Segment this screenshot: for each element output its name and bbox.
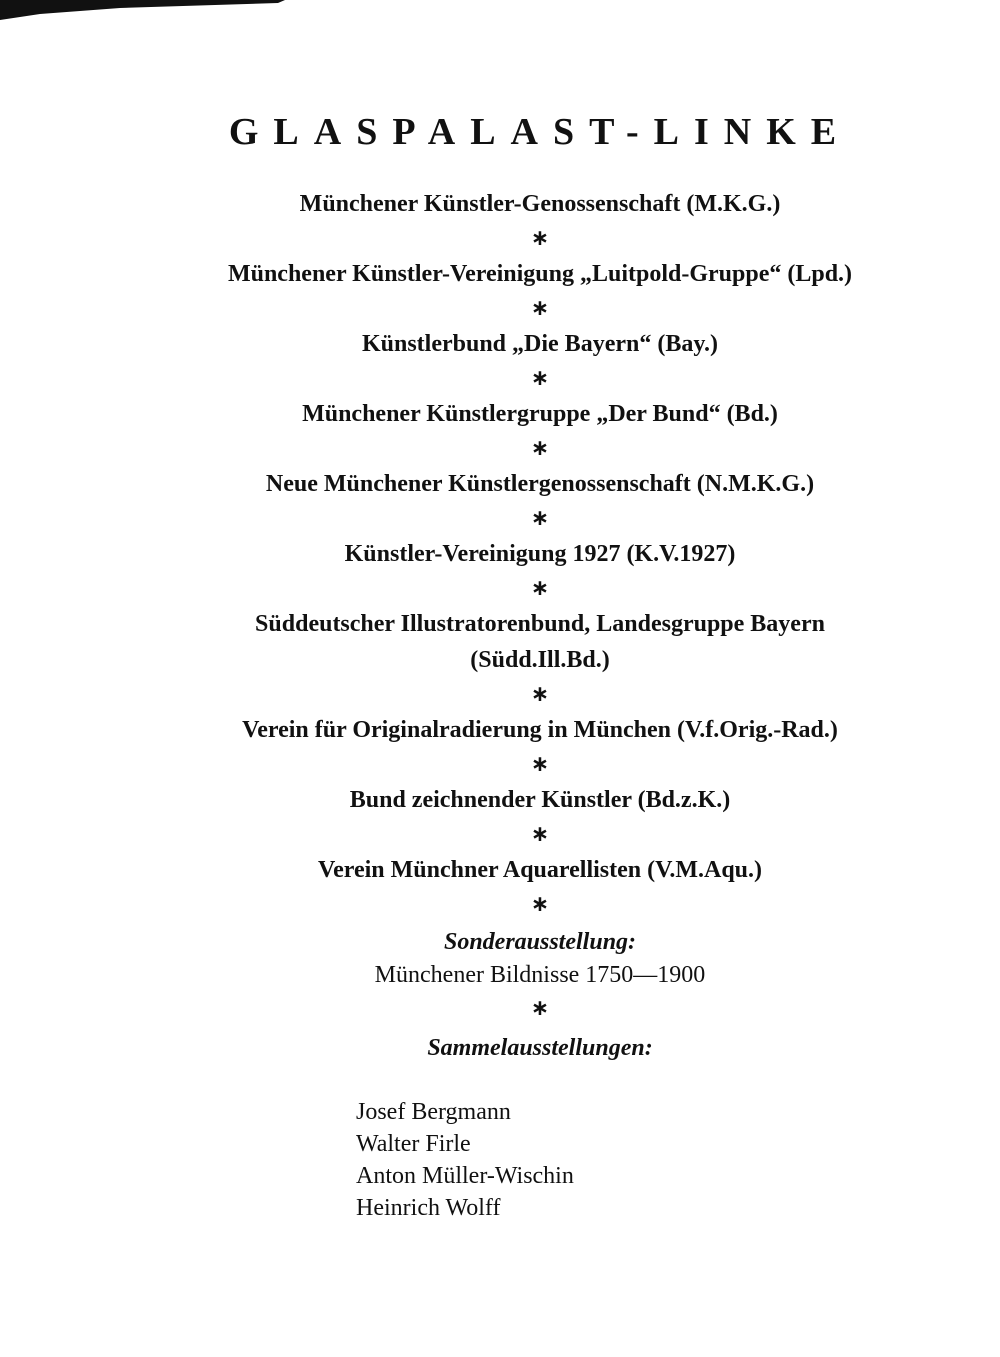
star-separator: ∗ bbox=[530, 752, 550, 777]
group-list bbox=[0, 186, 1000, 1068]
artist-name: Josef Bergmann bbox=[356, 1099, 511, 1125]
special-exhibition-title: Münchener Bildnisse 1750—1900 bbox=[374, 962, 706, 988]
star-separator: ∗ bbox=[530, 226, 550, 251]
group-item: Münchener Künstler-Vereinigung „Luitpold-Gruppe“ (Lpd.) bbox=[227, 261, 853, 287]
star-separator: ∗ bbox=[530, 682, 550, 707]
group-item: Verein für Originalradierung in München (V.f.Orig.-Rad.) bbox=[242, 717, 838, 743]
special-exhibition-heading: Sonderausstellung: bbox=[443, 929, 637, 955]
group-item: Süddeutscher Illustratorenbund, Landesgruppe Bayern bbox=[255, 611, 825, 637]
star-separator: ∗ bbox=[530, 996, 550, 1021]
group-item: Künstler-Vereinigung 1927 (K.V.1927) bbox=[344, 541, 736, 567]
group-item: Verein Münchner Aquarellisten (V.M.Aqu.) bbox=[317, 857, 763, 883]
star-separator: ∗ bbox=[530, 436, 550, 461]
artist-name: Anton Müller-Wischin bbox=[356, 1163, 574, 1189]
collective-exhibitions-heading: Sammelausstellungen: bbox=[427, 1035, 653, 1061]
star-separator: ∗ bbox=[530, 822, 550, 847]
group-item: Bund zeichnender Künstler (Bd.z.K.) bbox=[349, 787, 731, 813]
group-item: Münchener Künstler-Genossenschaft (M.K.G.) bbox=[299, 191, 781, 217]
star-separator: ∗ bbox=[530, 296, 550, 321]
artist-list bbox=[356, 1096, 574, 1224]
page-title: GLASPALAST-LINKE bbox=[228, 111, 852, 153]
group-item-abbreviation: (Südd.Ill.Bd.) bbox=[470, 647, 610, 673]
scan-edge-mark bbox=[0, 0, 285, 22]
star-separator: ∗ bbox=[530, 366, 550, 391]
star-separator: ∗ bbox=[530, 576, 550, 601]
artist-name: Walter Firle bbox=[356, 1131, 471, 1157]
group-item: Künstlerbund „Die Bayern“ (Bay.) bbox=[361, 331, 719, 357]
group-item: Münchener Künstlergruppe „Der Bund“ (Bd.) bbox=[302, 401, 778, 427]
star-separator: ∗ bbox=[530, 892, 550, 917]
artist-name: Heinrich Wolff bbox=[356, 1195, 501, 1221]
star-separator: ∗ bbox=[530, 506, 550, 531]
group-item: Neue Münchener Künstlergenossenschaft (N.M.K.G.) bbox=[265, 471, 815, 497]
